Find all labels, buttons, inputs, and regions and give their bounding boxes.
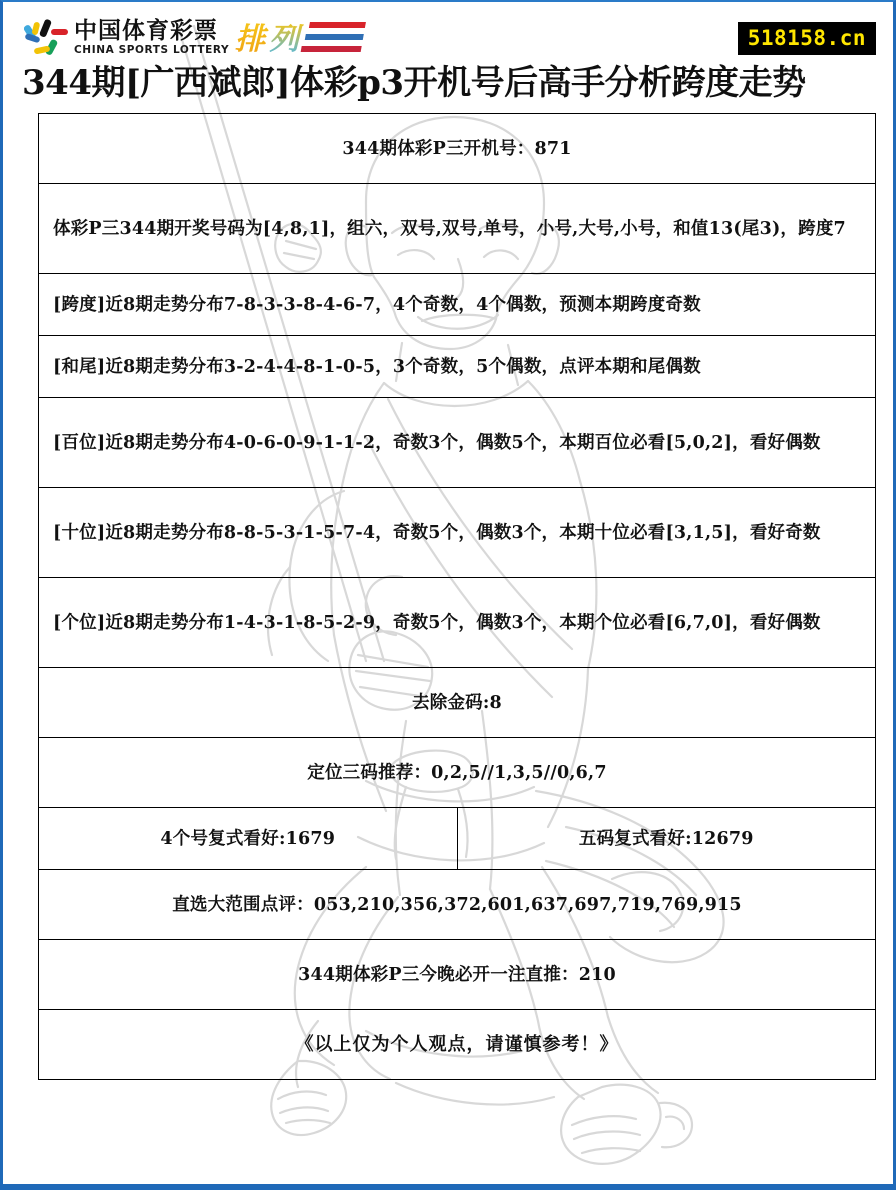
disclaimer-text: 《以上仅为个人观点，请谨慎参考！》 bbox=[295, 1033, 619, 1055]
svg-text:列: 列 bbox=[269, 22, 300, 57]
table-row bbox=[39, 398, 876, 488]
span-analysis-text: [跨度]近8期走势分布7-8-3-3-8-4-6-7，4个奇数，4个偶数，预测本期跨度奇数 bbox=[53, 294, 701, 315]
table-row bbox=[39, 488, 876, 578]
table-row bbox=[39, 274, 876, 336]
analysis-table-body bbox=[39, 114, 876, 1080]
table-cell-tonight-pick bbox=[39, 940, 876, 1010]
removed-gold-code-text: 去除金码:8 bbox=[412, 692, 502, 713]
table-cell-positioned-three-codes bbox=[39, 738, 876, 808]
draw-result-text: 体彩P三344期开奖号码为[4,8,1]，组六，双号,双号,单号，小号,大号,小号，和值13(尾3)，跨度7 bbox=[53, 218, 846, 239]
brand-name-en: CHINA SPORTS LOTTERY bbox=[74, 44, 230, 56]
page-inner bbox=[6, 3, 890, 1181]
page-title: 344期[广西斌郎]体彩p3开机号后高手分析跨度走势 bbox=[22, 63, 806, 103]
pailiesan-wordmark bbox=[235, 16, 415, 60]
opening-number-text: 344期体彩P三开机号：871 bbox=[342, 138, 572, 159]
direct-range-review-text: 直选大范围点评：053,210,356,372,601,637,697,719,769,915 bbox=[172, 894, 742, 915]
table-row bbox=[39, 940, 876, 1010]
positioned-three-codes-text: 定位三码推荐：0,2,5//1,3,5//0,6,7 bbox=[307, 762, 607, 783]
table-row bbox=[39, 668, 876, 738]
table-cell-removed-gold-code bbox=[39, 668, 876, 738]
brand-logo bbox=[24, 15, 415, 61]
table-cell-hundreds-analysis bbox=[39, 398, 876, 488]
sum-tail-analysis-text: [和尾]近8期走势分布3-2-4-4-8-1-0-5，3个奇数，5个偶数，点评本期和尾偶数 bbox=[53, 356, 701, 377]
table-cell-tens-analysis bbox=[39, 488, 876, 578]
table-cell-four-number-combo bbox=[39, 808, 458, 870]
svg-text:排: 排 bbox=[235, 22, 266, 57]
analysis-table bbox=[38, 113, 876, 1080]
table-cell-sum-tail-analysis bbox=[39, 336, 876, 398]
table-row bbox=[39, 184, 876, 274]
table-cell-disclaimer bbox=[39, 1010, 876, 1080]
page-header bbox=[6, 3, 890, 61]
table-cell-five-number-combo bbox=[457, 808, 876, 870]
table-row bbox=[39, 808, 876, 870]
hundreds-analysis-text: [百位]近8期走势分布4-0-6-0-9-1-1-2，奇数3个，偶数5个，本期百位必看[5,0,2]，看好偶数 bbox=[53, 432, 821, 453]
table-row bbox=[39, 738, 876, 808]
table-row bbox=[39, 114, 876, 184]
table-row bbox=[39, 1010, 876, 1080]
four-number-combo-text: 4个号复式看好:1679 bbox=[160, 828, 336, 849]
brand-name-cn: 中国体育彩票 bbox=[74, 18, 218, 44]
table-cell-span-analysis bbox=[39, 274, 876, 336]
table-cell-direct-range-review bbox=[39, 870, 876, 940]
sports-lottery-logo-icon bbox=[24, 17, 70, 59]
table-row bbox=[39, 870, 876, 940]
table-cell-units-analysis bbox=[39, 578, 876, 668]
site-watermark-badge: 518158.cn bbox=[738, 22, 876, 55]
table-cell-draw-result bbox=[39, 184, 876, 274]
tonight-pick-text: 344期体彩P三今晚必开一注直推：210 bbox=[298, 964, 616, 985]
tens-analysis-text: [十位]近8期走势分布8-8-5-3-1-5-7-4，奇数5个，偶数3个，本期十位必看[3,1,5]，看好奇数 bbox=[53, 522, 821, 543]
table-cell-opening-number bbox=[39, 114, 876, 184]
brand-name-block bbox=[74, 16, 229, 60]
units-analysis-text: [个位]近8期走势分布1-4-3-1-8-5-2-9，奇数5个，偶数3个，本期个位必看[6,7,0]，看好偶数 bbox=[53, 612, 821, 633]
table-row bbox=[39, 336, 876, 398]
five-number-combo-text: 五码复式看好:12679 bbox=[578, 828, 754, 849]
table-row bbox=[39, 578, 876, 668]
